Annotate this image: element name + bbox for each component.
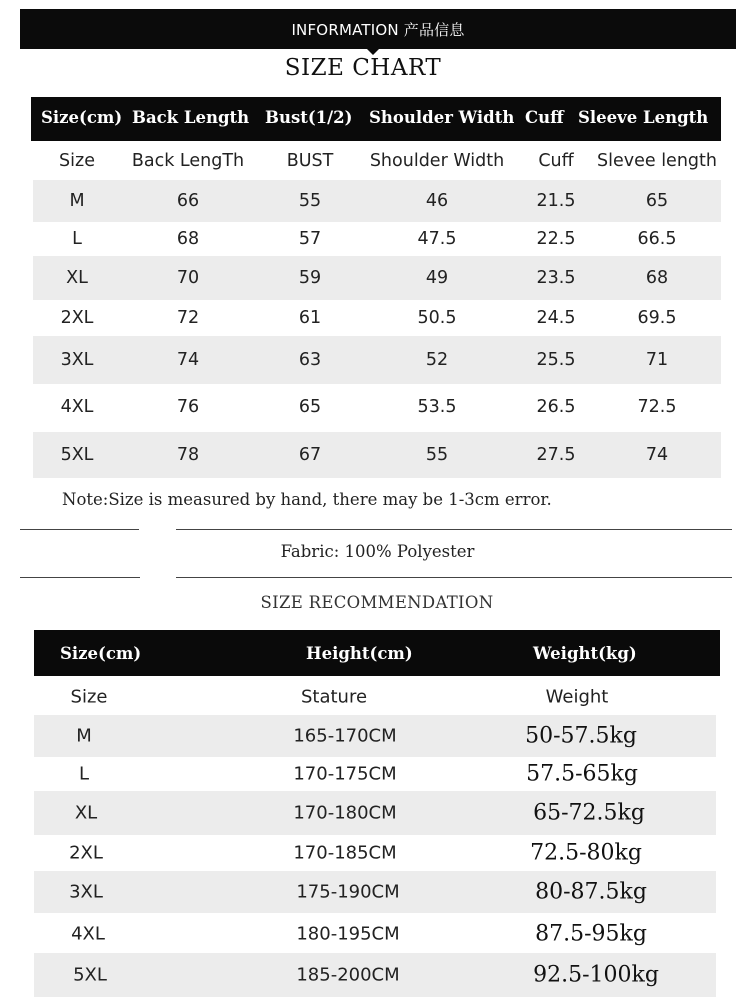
cell-weight: 80-87.5kg [535, 879, 647, 905]
sub-stature: Stature [300, 686, 368, 708]
cell-bust: 59 [298, 268, 322, 288]
cell-size: L [78, 763, 90, 785]
recommendation-subheader [34, 678, 716, 716]
information-banner [20, 9, 736, 49]
cell-weight: 50-57.5kg [525, 723, 637, 749]
cell-weight: 57.5-65kg [526, 761, 638, 787]
col-height: Height(cm) [306, 644, 413, 663]
cell-bust: 57 [298, 229, 322, 249]
cell-shoulder-width: 46 [425, 191, 449, 211]
cell-back-length: 78 [176, 445, 200, 465]
cell-weight: 65-72.5kg [533, 800, 645, 826]
divider [176, 577, 732, 578]
sub-back-length: Back LengTh [131, 151, 245, 171]
cell-shoulder-width: 55 [425, 445, 449, 465]
cell-back-length: 66 [176, 191, 200, 211]
sub-size: Size [70, 686, 108, 708]
table-row [33, 180, 721, 222]
cell-sleeve-length: 68 [645, 268, 669, 288]
table-row [33, 336, 721, 384]
sub-weight: Weight [545, 686, 609, 708]
cell-bust: 55 [298, 191, 322, 211]
cell-bust: 65 [298, 397, 322, 417]
divider [176, 529, 732, 530]
cell-cuff: 26.5 [536, 397, 576, 417]
cell-shoulder-width: 47.5 [417, 229, 457, 249]
col-size: Size(cm) [60, 644, 142, 663]
size-recommendation-title: SIZE RECOMMENDATION [260, 593, 494, 612]
cell-sleeve-length: 71 [645, 350, 669, 370]
divider [20, 529, 139, 530]
table-row [34, 791, 716, 835]
table-row [33, 300, 721, 336]
col-cuff: Cuff [525, 108, 564, 127]
cell-stature: 170-185CM [293, 842, 397, 864]
table-row [33, 222, 721, 256]
sub-sleeve-length: Slevee length [597, 151, 717, 171]
cell-size: 5XL [73, 964, 107, 986]
cell-stature: 185-200CM [296, 964, 400, 986]
cell-back-length: 72 [176, 308, 200, 328]
cell-stature: 170-175CM [293, 763, 397, 785]
col-back-length: Back Length [132, 108, 250, 127]
cell-cuff: 27.5 [536, 445, 576, 465]
cell-shoulder-width: 49 [425, 268, 449, 288]
information-title: INFORMATION 产品信息 [291, 20, 465, 39]
table-row [33, 384, 721, 430]
divider [20, 577, 140, 578]
sub-cuff: Cuff [538, 151, 574, 171]
table-row [33, 432, 721, 478]
cell-size: 3XL [60, 350, 94, 370]
col-weight: Weight(kg) [533, 644, 637, 663]
recommendation-header [34, 630, 720, 676]
cell-size: XL [74, 802, 98, 824]
cell-bust: 67 [298, 445, 322, 465]
sub-bust: BUST [286, 151, 334, 171]
cell-bust: 61 [298, 308, 322, 328]
size-chart-title: SIZE CHART [284, 55, 442, 81]
table-row [34, 871, 716, 913]
cell-size: XL [66, 268, 88, 288]
cell-stature: 175-190CM [296, 881, 400, 903]
cell-cuff: 23.5 [536, 268, 576, 288]
cell-shoulder-width: 53.5 [417, 397, 457, 417]
cell-size: 3XL [69, 881, 103, 903]
cell-cuff: 22.5 [536, 229, 576, 249]
sub-size: Size [59, 151, 95, 171]
col-shoulder-width: Shoulder Width [369, 108, 515, 127]
cell-sleeve-length: 66.5 [637, 229, 677, 249]
cell-stature: 170-180CM [293, 802, 397, 824]
cell-size: 2XL [60, 308, 94, 328]
cell-sleeve-length: 69.5 [637, 308, 677, 328]
cell-cuff: 24.5 [536, 308, 576, 328]
cell-weight: 87.5-95kg [535, 921, 647, 947]
cell-size: 4XL [71, 923, 105, 945]
cell-back-length: 68 [176, 229, 200, 249]
table-row [34, 835, 716, 871]
cell-stature: 165-170CM [293, 725, 397, 747]
table-row [34, 757, 716, 791]
table-row [34, 953, 716, 997]
table-row [34, 913, 716, 955]
fabric-info: Fabric: 100% Polyester [280, 542, 475, 561]
cell-size: L [72, 229, 82, 249]
cell-sleeve-length: 65 [645, 191, 669, 211]
cell-cuff: 21.5 [536, 191, 576, 211]
size-chart-subheader [33, 141, 721, 181]
cell-stature: 180-195CM [296, 923, 400, 945]
cell-back-length: 70 [176, 268, 200, 288]
sub-shoulder-width: Shoulder Width [369, 151, 505, 171]
measurement-note: Note:Size is measured by hand, there may be 1-3cm error. [62, 490, 552, 509]
cell-cuff: 25.5 [536, 350, 576, 370]
table-row [34, 715, 716, 757]
table-row [33, 256, 721, 300]
cell-weight: 92.5-100kg [533, 962, 659, 988]
col-sleeve-length: Sleeve Length [578, 108, 709, 127]
size-chart-header [31, 97, 721, 141]
cell-bust: 63 [298, 350, 322, 370]
cell-size: 2XL [69, 842, 103, 864]
cell-size: M [69, 191, 85, 211]
cell-sleeve-length: 74 [645, 445, 669, 465]
col-bust: Bust(1/2) [265, 108, 353, 127]
cell-shoulder-width: 52 [425, 350, 449, 370]
col-size: Size(cm) [41, 108, 123, 127]
cell-size: 5XL [60, 445, 94, 465]
cell-sleeve-length: 72.5 [637, 397, 677, 417]
cell-size: M [76, 725, 92, 747]
cell-back-length: 74 [176, 350, 200, 370]
cell-shoulder-width: 50.5 [417, 308, 457, 328]
cell-back-length: 76 [176, 397, 200, 417]
cell-size: 4XL [60, 397, 94, 417]
cell-weight: 72.5-80kg [530, 840, 642, 866]
